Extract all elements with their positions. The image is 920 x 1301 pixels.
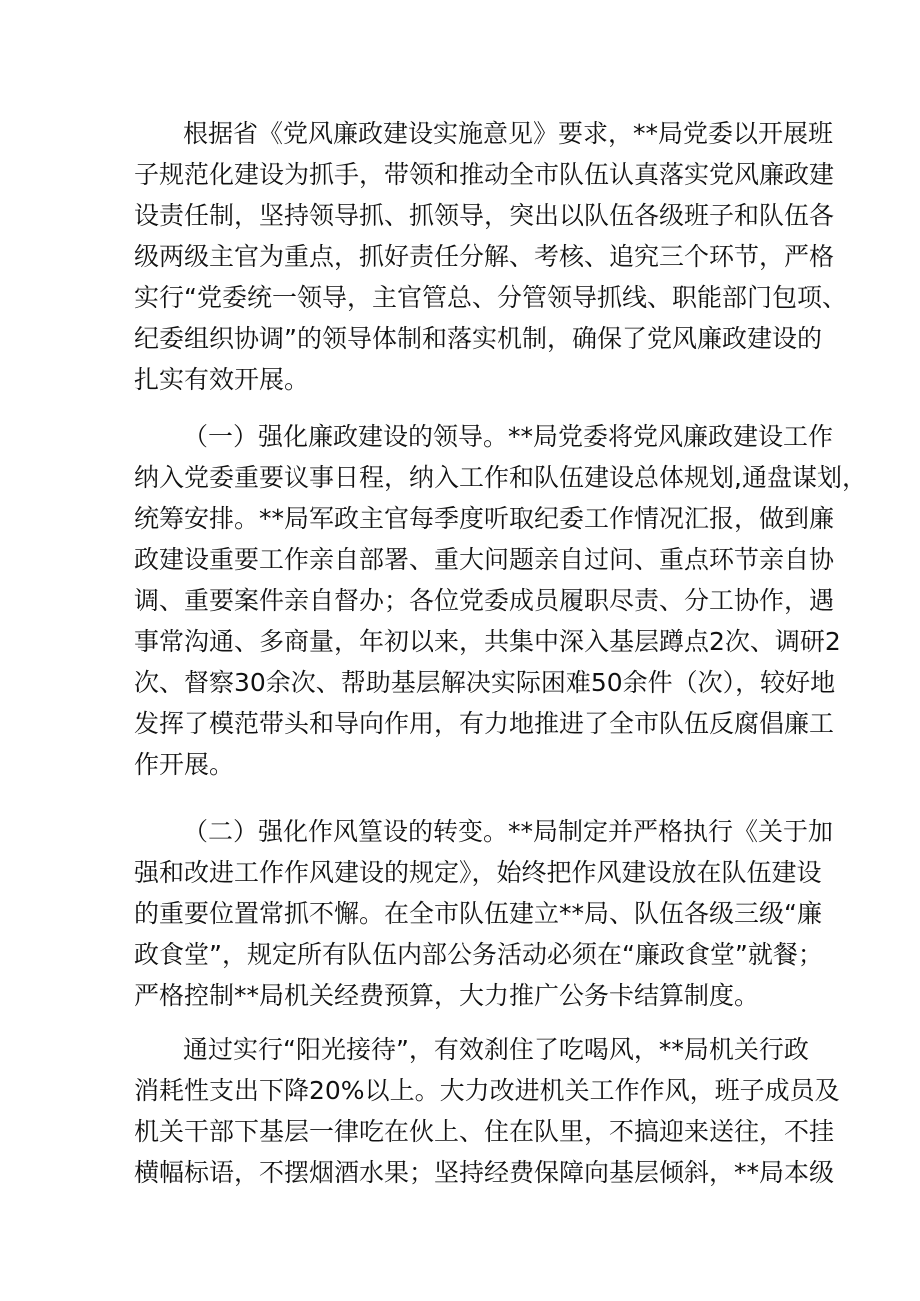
text-line: 强和改进工作作风建设的规定》，始终把作风建设放在队伍建设 — [134, 858, 822, 887]
text-line: 消耗性支出下降20%以上。大力改进机关工作作风，班子成员及 — [134, 1076, 840, 1105]
text-line: 级两级主官为重点，抓好责任分解、考核、追究三个环节，严格 — [134, 242, 835, 271]
text-line: 根据省《党风廉政建设实施意见》要求，**局党委以开展班 — [183, 119, 834, 148]
text-line: 通过实行“阳光接待”，有效刹住了吃喝风，**局机关行政 — [183, 1035, 809, 1064]
text-line: 设责任制，坚持领导抓、抓领导，突出以队伍各级班子和队伍各 — [134, 201, 835, 230]
text-line: （二）强化作风篁设的转变。**局制定并严格执行《关于加 — [183, 817, 834, 846]
text-line: 纪委组织协调”的领导体制和落实机制，确保了党风廉政建设的 — [134, 324, 822, 353]
text-line: 事常沟通、多商量，年初以来，共集中深入基层蹲点2次、调研2 — [134, 627, 841, 656]
text-line: 实行“党委统一领导，主官管总、分管领导抓线、职能部门包项、 — [134, 283, 847, 312]
text-line: 的重要位置常抓不懈。在全市队伍建立**局、队伍各级三级“廉 — [134, 899, 822, 928]
text-line: 横幅标语，不摆烟酒水果；坚持经费保障向基层倾斜，**局本级 — [134, 1158, 835, 1187]
text-line: 次、督察30余次、帮助基层解决实际困难50余件（次），较好地 — [134, 668, 836, 697]
text-line: 政建设重要工作亲自部署、重大问题亲自过问、重点环节亲自协 — [134, 545, 835, 574]
text-line: （一）强化廉政建设的领导。**局党委将党风廉政建设工作 — [183, 422, 834, 451]
text-line: 扎实有效开展。 — [134, 365, 310, 394]
text-line: 调、重要案件亲自督办；各位党委成员履职尽责、分工协作，遇 — [134, 586, 835, 615]
text-line: 发挥了模范带头和导向作用，有力地推进了全市队伍反腐倡廉工 — [134, 709, 835, 738]
text-line: 作开展。 — [134, 750, 235, 779]
text-line: 子规范化建设为抓手，带领和推动全市队伍认真落实党风廉政建 — [134, 160, 835, 189]
text-line: 纳入党委重要议事日程，纳入工作和队伍建设总体规划,通盘谋划， — [134, 463, 867, 492]
text-line: 统筹安排。**局军政主官每季度听取纪委工作情况汇报，做到廉 — [134, 504, 835, 533]
text-line: 严格控制**局机关经费预算，大力推广公务卡结算制度。 — [134, 981, 760, 1010]
text-line: 机关干部下基层一律吃在伙上、住在队里，不搞迎来送往，不挂 — [134, 1117, 835, 1146]
text-line: 政食堂”，规定所有队伍内部公务活动必须在“廉政食堂”就餐； — [134, 940, 823, 969]
